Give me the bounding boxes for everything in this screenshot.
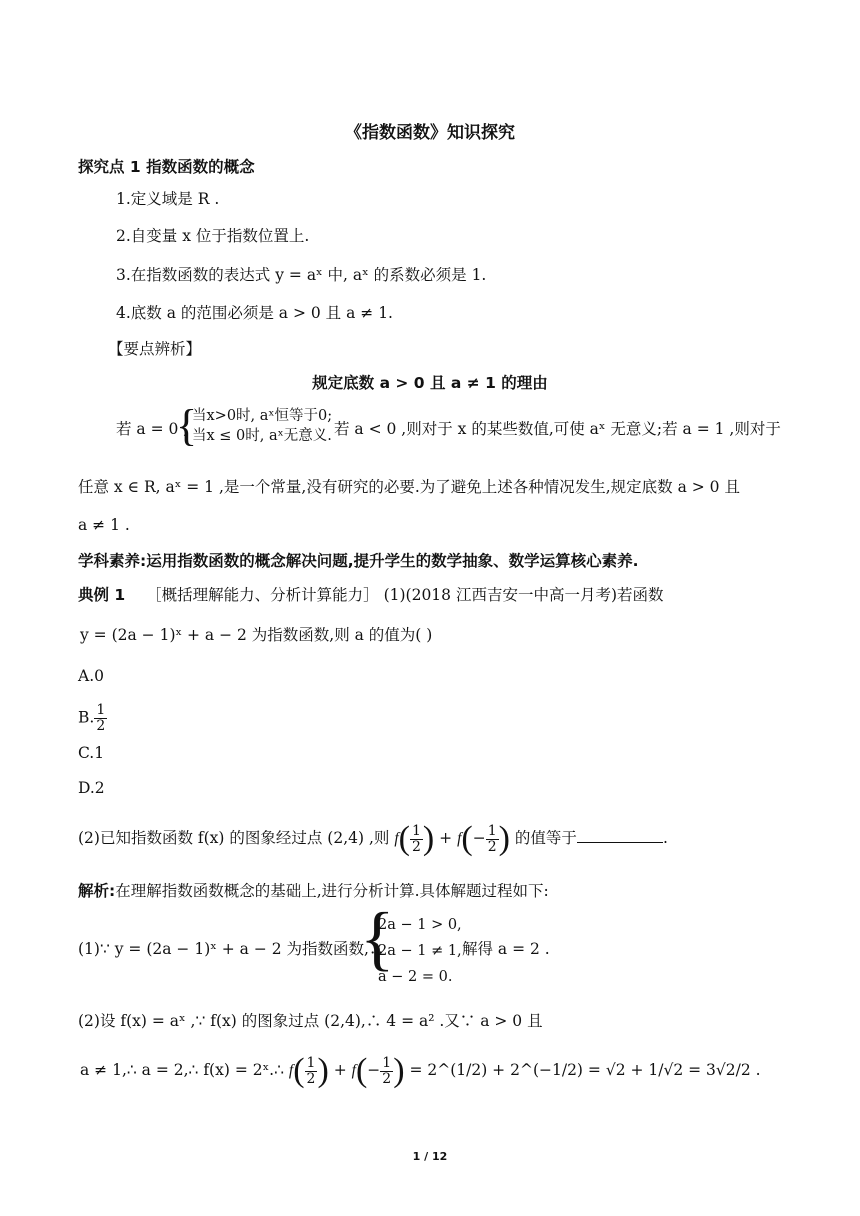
solution-2-line-2: a ≠ 1,∴ a = 2,∴ f(x) = 2ˣ.∴ f( $\frac{1}{2}$ ) + f(− $\frac{1}{2}$ ) = 2^(1/2) + 2^(−1/2) = √2 + 1/√2 = 3√2/2 . [80, 1052, 761, 1089]
option-b [78, 703, 107, 734]
example-label: 典例 1 [78, 586, 126, 604]
key-points-label: 【要点辨析】 [108, 340, 202, 358]
solution-label: 解析: [78, 882, 116, 900]
solution-1-prefix: (1)∵ y = (2a − 1)ˣ + a − 2 为指数函数,∴ [78, 940, 385, 958]
option-c: C.1 [78, 744, 105, 762]
option-b-label: B. [78, 708, 95, 727]
case-2: 当x ≤ 0时, aˣ无意义. [192, 428, 332, 444]
solution-1-suffix: 解得 a = 2 . [462, 940, 550, 958]
solution-intro: 在理解指数函数概念的基础上,进行分析计算.具体解题过程如下: [115, 882, 549, 900]
case-list [192, 406, 332, 446]
reason-title: 规定底数 a > 0 且 a ≠ 1 的理由 [312, 374, 548, 392]
question-2-text: (2)已知指数函数 f(x) 的图象经过点 (2,4) ,则 [78, 829, 390, 847]
definition-item-1: 1.定义域是 R . [116, 190, 220, 208]
case-1: 当x>0时, aˣ恒等于0; [192, 408, 333, 424]
solution-2-line-1: (2)设 f(x) = aˣ ,∵ f(x) 的图象过点 (2,4),∴ 4 = a² .又∵ a > 0 且 [78, 1012, 543, 1030]
solution-intro-line [78, 880, 549, 902]
definition-item-2: 2.自变量 x 位于指数位置上. [116, 227, 310, 245]
answer-blank[interactable] [577, 826, 663, 843]
page-title: 《指数函数》知识探究 [345, 123, 515, 143]
definition-item-4: 4.底数 a 的范围必须是 a > 0 且 a ≠ 1. [116, 304, 393, 322]
solution-2-result: = 2^(1/2) + 2^(−1/2) = √2 + 1/√2 = 3√2/2 . [409, 1061, 761, 1079]
reason-line-3: a ≠ 1 . [78, 516, 130, 534]
left-brace-icon: { [360, 898, 395, 978]
page-number: 1 / 12 [412, 1150, 448, 1163]
option-d: D.2 [78, 779, 105, 797]
option-b-fraction: $\frac{1}{2}$ [96, 702, 106, 734]
example-header [78, 584, 664, 606]
example-question-line-2: y = (2a − 1)ˣ + a − 2 为指数函数,则 a 的值为( ) [80, 626, 433, 644]
question-2: (2)已知指数函数 f(x) 的图象经过点 (2,4) ,则 f( $\frac{1}{2}$ ) + f(− $\frac{1}{2}$ ) 的值等于 . [78, 820, 668, 857]
definition-item-3: 3.在指数函数的表达式 y = aˣ 中, aˣ 的系数必须是 1. [116, 266, 487, 284]
example-tags: ［概括理解能力、分析计算能力］ [146, 586, 379, 604]
reason-mid: 若 a < 0 ,则对于 x 的某些数值,可使 aˣ 无意义;若 a = 1 ,则对于 [334, 420, 781, 438]
solution-1-cases: 2a − 1 > 0, 2a − 1 ≠ 1, a − 2 = 0. [378, 917, 462, 985]
example-question-intro: (1)(2018 江西吉安一中高一月考)若函数 [383, 586, 664, 604]
option-a: A.0 [78, 667, 104, 685]
literacy-statement: 学科素养:运用指数函数的概念解决问题,提升学生的数学抽象、数学运算核心素养. [78, 552, 639, 570]
section-heading: 探究点 1 指数函数的概念 [78, 158, 255, 176]
reason-prefix: 若 a = 0 , [116, 420, 189, 438]
reason-line-2: 任意 x ∈ R, aˣ = 1 ,是一个常量,没有研究的必要.为了避免上述各种情况发生,规定底数 a > 0 且 [78, 478, 740, 496]
question-2-tail: 的值等于 [514, 829, 577, 847]
left-brace-icon: { [176, 401, 198, 450]
